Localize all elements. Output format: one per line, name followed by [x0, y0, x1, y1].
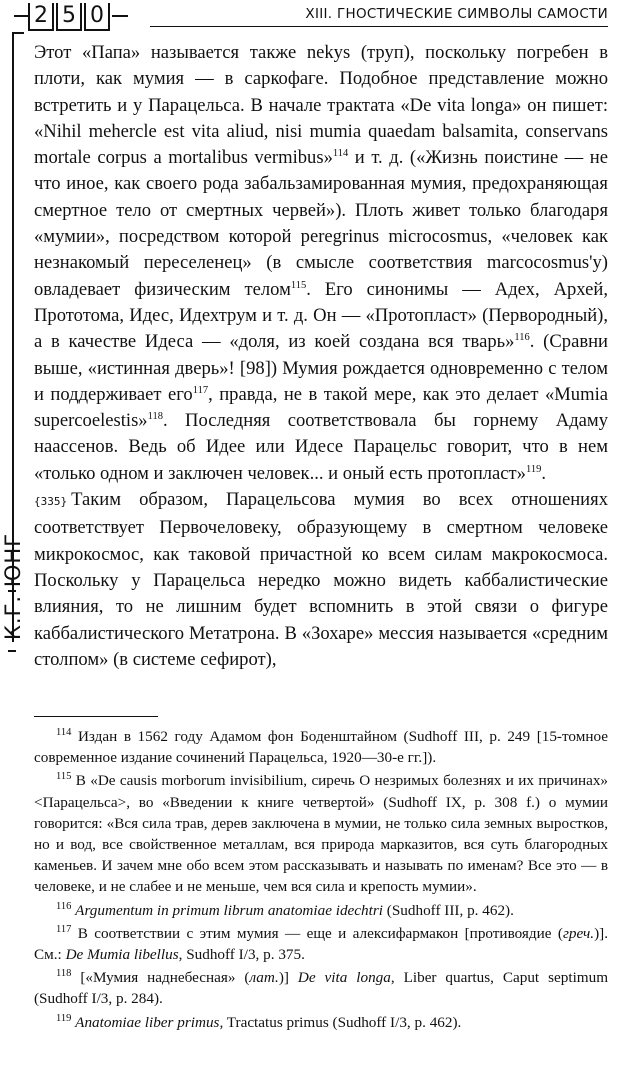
author-name: К.Г. ЮНГ: [1, 532, 25, 640]
footnote-text: , Liber quartus, Caput septimum (Sudhoff I/3, p. 284).: [34, 969, 609, 1008]
footnote-number: 114: [56, 726, 72, 738]
text-run: Таким образом, Парацельсова мумия во всех отношениях соответствует Первочеловеку, образующему в смертном человеке микрокосмос, как таковой причастной ко всем силам макрокосмоса. Поскольку у Парацельса нередко можно видеть каббалистические влияния, то не лишним будет вспомнить в этой связи о фигуре каббалистического Метатрона. В «Зохаре» мессия называется «средним столпом» (в системе сефирот),: [34, 489, 608, 670]
footnote-ref[interactable]: 119: [525, 463, 542, 475]
footnotes: [34, 726, 608, 1035]
footnote-rule: [34, 716, 158, 717]
footnote-number: 116: [56, 900, 72, 912]
footnote-text: , Tractatus primus (Sudhoff I/3, p. 462).: [219, 1013, 462, 1031]
author-bracket-bottom: [8, 650, 16, 652]
text-run: . Последняя соответствовала бы горнему Адаму наассенов. Ведь об Идее или Идесе Парацельс говорит, что в нем «только одном и заключен человек... и оный есть протопласт»: [34, 410, 608, 484]
text-run: . Его синонимы — Адех, Архей, Прототома, Идес, Идехтрум и т. д. Он — «Протопласт» (Первородный), а в качестве Идеса — «доля, из коей создана вся тварь»: [34, 278, 608, 353]
main-text: [34, 40, 608, 673]
footnote-title: De vita longa: [297, 969, 391, 987]
footnote-number: 119: [56, 1012, 72, 1024]
footnote: [34, 1012, 608, 1033]
page-number-digit: 2: [28, 3, 54, 31]
footnote-text: Издан в 1562 году Адамом фон Боденштайном (Sudhoff III, p. 249 [15-томное современное издание сочинений Парацельса, 1920—30-е гг.]).: [34, 728, 608, 767]
footnote: [34, 900, 608, 921]
footnote: [34, 923, 608, 965]
text-run: Этот «Папа» называется также nekys (труп), поскольку погребен в плоти, как мумия — в саркофаге. Подобное представление можно встретить и у Парацельса. В начале трактата «De vita longa» он пишет: «Nihil mehercle est vita aliud, nisi mumia quaedam balsamita, conservans mortale corpus a mortalibus vermibus»: [34, 42, 608, 169]
footnote-text: (Sudhoff III, p. 462).: [382, 901, 514, 919]
margin-tick: [12, 32, 24, 34]
footnote: [34, 770, 608, 897]
running-head: XIII. ГНОСТИЧЕСКИЕ СИМВОЛЫ САМОСТИ: [305, 6, 608, 22]
footnote-number: 118: [56, 968, 72, 980]
footnote-number: 117: [56, 923, 72, 935]
footnote-italic: греч.: [562, 924, 595, 942]
author-vertical-label: [1, 520, 25, 650]
footnote-title: De Mumia libellus: [65, 946, 179, 964]
footnote-title: Anatomiae liber primus: [75, 1013, 220, 1031]
footnote-italic: лат.: [249, 969, 279, 987]
page-number-digit: 5: [56, 3, 82, 31]
footnote: [34, 967, 608, 1009]
footnote-text: )]. См.:: [34, 924, 608, 964]
text-run: . (Сравни выше, «истинная дверь»! [98]) Мумия рождается одновременно с телом и поддерживает его: [34, 331, 609, 405]
footnote-text: В «De causis morborum invisibilium, сиречь О незримых болезнях и их причинах» <Парацельса>, во «Введении к книге четвертой» (Sudhoff IX, p. 308 f.) о мумии говорится: «Вся сила трав, дерев заключена в мумии, не только сила земных выростков, но и вод, все свойственное металлам, вся природа марказитов, вся суть благородных каменьев. И зачем мне обо всем этом рассказывать и называть по именам? Все это — в человеке, и не слабее и не меньше, чем вся сила и крепость мумии».: [34, 772, 609, 896]
paragraph-1: [34, 40, 608, 487]
footnote: [34, 726, 608, 768]
footnote-ref[interactable]: 115: [290, 279, 307, 291]
text-run: , правда, не в такой мере, как это делает «Mumia supercoelestis»: [34, 383, 608, 432]
page-number-tail-rule: [112, 15, 128, 17]
text-run: и т. д. («Жизнь поистине — не что иное, как своего рода забальзамированная мумия, предохраняющая смертное тело от смертных червей»). Плоть живет только благодаря «мумии», посредством которой peregrinus microcosmus, «человек как незнакомый переселенец» (в смысле соответствия marcocosmus'у) овладевает физическим телом: [34, 147, 608, 300]
page-number-digit: 0: [84, 3, 110, 31]
footnote-ref[interactable]: 116: [514, 332, 530, 344]
page-number: [14, 3, 128, 31]
footnote-ref[interactable]: 114: [332, 148, 349, 159]
footnote-text: , Sudhoff I/3, p. 375.: [178, 946, 305, 964]
page-number-lead-rule: [14, 15, 28, 17]
paragraph-2: [34, 487, 608, 673]
paragraph-number: {335}: [34, 495, 68, 509]
footnote-text: )]: [278, 969, 298, 987]
footnote-ref[interactable]: 117: [192, 384, 209, 396]
footnote-number: 115: [56, 771, 72, 783]
footnote-ref[interactable]: 118: [147, 410, 163, 422]
header-rule: [150, 26, 608, 27]
text-run: .: [541, 462, 547, 484]
footnote-text: В соответствии с этим мумия — еще и алексифармакон [противоядие (: [77, 924, 563, 942]
footnote-title: Argumentum in primum librum anatomiae idechtri: [75, 901, 383, 919]
footnote-text: [«Мумия наднебесная» (: [80, 969, 250, 987]
